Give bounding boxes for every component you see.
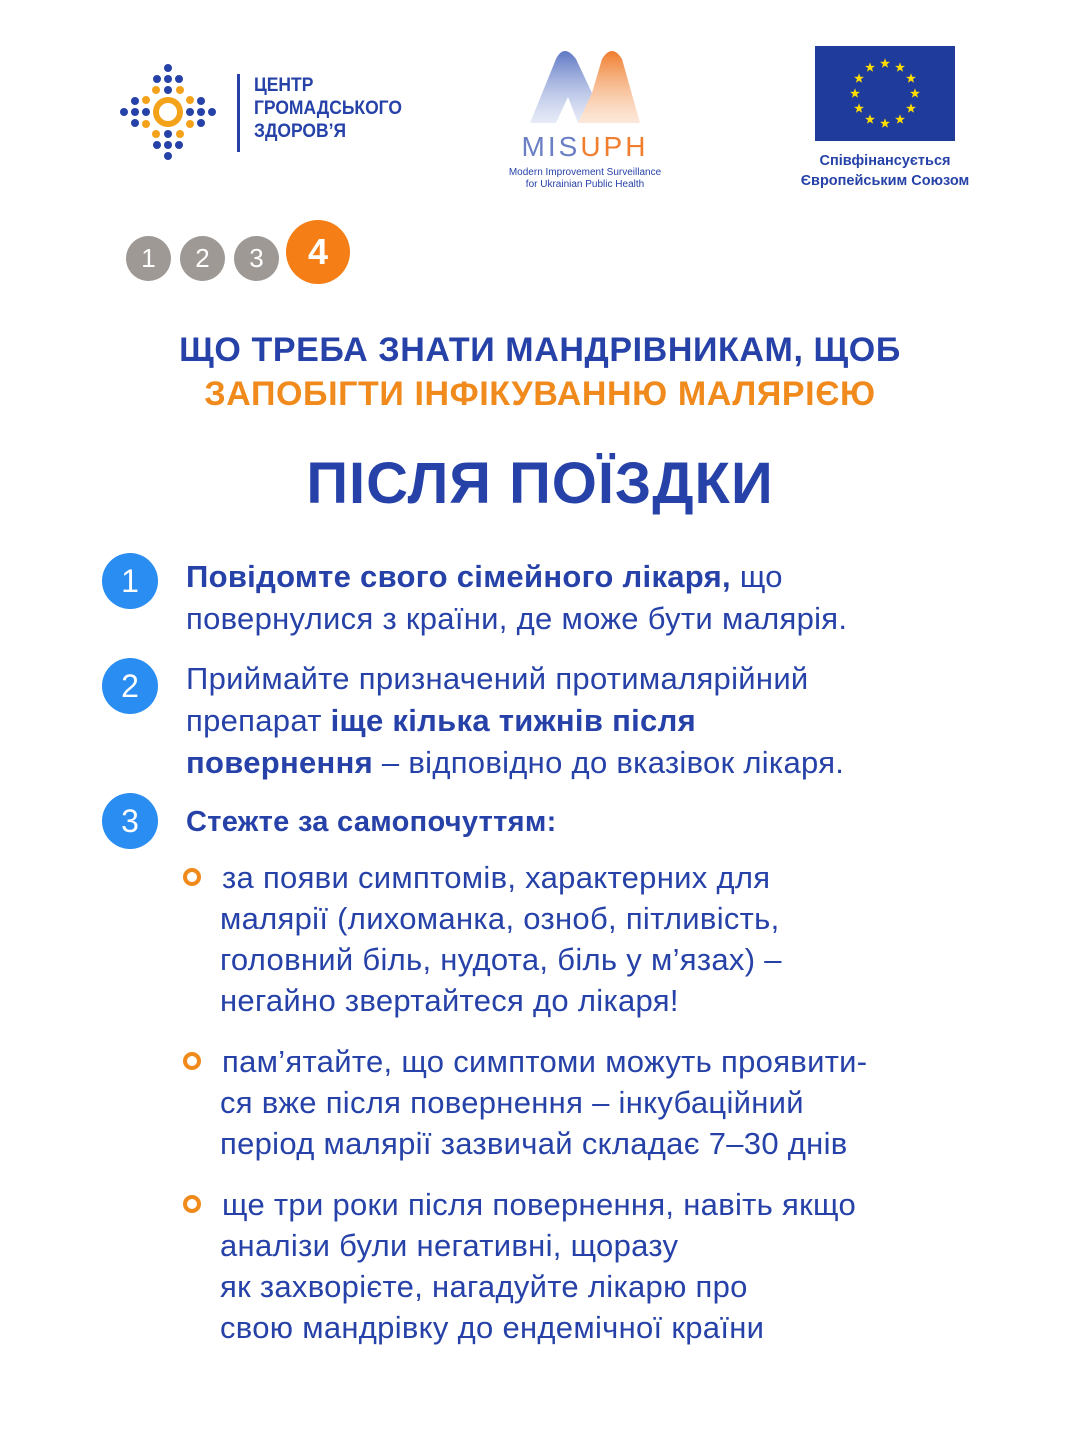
bullet-line: період малярії зазвичай складає 7–30 днів [220, 1126, 848, 1161]
item-text [186, 658, 1016, 784]
bullet-ring-icon [180, 865, 204, 889]
page-title [0, 328, 1080, 416]
item-line [186, 801, 1016, 843]
bullet-line: ся вже після повернення – інкубаційний [220, 1085, 804, 1120]
eu-star-icon [910, 88, 920, 97]
eu-star-icon [854, 73, 864, 82]
step-4-current: 4 [286, 220, 350, 284]
eu-star-icon [865, 114, 875, 123]
phc-divider [237, 74, 240, 152]
bullet-text [220, 1184, 1010, 1348]
item-plain: препарат [186, 703, 331, 738]
item-bold: іще кілька тижнів після [330, 703, 696, 738]
title-line-1: ЩО ТРЕБА ЗНАТИ МАНДРІВНИКАМ, ЩОБ [179, 331, 901, 369]
misuph-tagline-line: Modern Improvement Surveillance [508, 167, 662, 178]
step-1: 1 [126, 236, 171, 281]
bullet-line: свою мандрівку до ендемічної країни [220, 1310, 765, 1345]
step-2: 2 [180, 236, 225, 281]
bullet-line: пам’ятайте, що симптоми можуть проявити- [222, 1044, 868, 1079]
item-line: Приймайте призначений протималярійний [186, 661, 809, 696]
number-badge: 2 [102, 658, 158, 714]
eu-star-icon [880, 58, 890, 67]
bullet-line: малярії (лихоманка, озноб, пітливість, [220, 901, 780, 936]
phc-name [254, 74, 410, 143]
bullet-line: як захворієте, нагадуйте лікарю про [220, 1269, 748, 1304]
eu-star-icon [906, 103, 916, 112]
step-indicator [126, 220, 366, 285]
misuph-logo [495, 45, 675, 195]
phc-name-line: ГРОМАДСЬКОГО [254, 98, 402, 119]
title-line-2: ЗАПОБІГТИ ІНФІКУВАННЮ МАЛЯРІЄЮ [204, 375, 876, 413]
eu-logo [780, 46, 990, 196]
misuph-m-icon [526, 45, 644, 127]
item-plain: що [730, 559, 783, 594]
eu-star-icon [865, 62, 875, 71]
misuph-wordmark [495, 132, 675, 162]
item-plain: – відповідно до вказівок лікаря. [373, 745, 845, 780]
item-text [186, 556, 1016, 640]
eu-star-icon [895, 114, 905, 123]
item-bold: повернення [186, 745, 373, 780]
eu-stars-icon [815, 46, 955, 141]
eu-star-icon [895, 62, 905, 71]
bullet-ring-icon [180, 1192, 204, 1216]
phc-emblem-icon [118, 62, 218, 162]
misuph-tagline [485, 167, 685, 191]
misuph-tagline-line: for Ukrainian Public Health [525, 179, 645, 190]
item-line [186, 556, 1016, 598]
bullet-line: головний біль, нудота, біль у м’язах) – [220, 942, 782, 977]
bullet-line: негайно звертайтеся до лікаря! [220, 983, 679, 1018]
bullet-line: ще три роки після повернення, навіть якщо [222, 1187, 856, 1222]
misuph-wordmark-left: MIS [521, 131, 581, 162]
number-badge: 3 [102, 793, 158, 849]
bullet-text [220, 857, 1010, 1021]
item-text [186, 801, 1016, 843]
item-line [186, 700, 1016, 742]
eu-star-icon [850, 88, 860, 97]
eu-flag [815, 46, 955, 141]
item-bold: Повідомте свого сімейного лікаря, [186, 559, 731, 594]
number-badge: 1 [102, 553, 158, 609]
eu-star-icon [906, 73, 916, 82]
bullet-text [220, 1041, 1010, 1164]
section-heading: ПІСЛЯ ПОЇЗДКИ [306, 451, 774, 516]
eu-caption [780, 151, 990, 191]
misuph-wordmark-right: UPH [580, 131, 649, 162]
eu-caption-line: Європейським Союзом [800, 173, 970, 189]
phc-name-line: ЗДОРОВ’Я [254, 121, 347, 142]
item-bold: Стежте за самопочуттям: [186, 806, 557, 838]
bullet-ring-icon [180, 1049, 204, 1073]
bullet-line: аналізи були негативні, щоразу [220, 1228, 679, 1263]
eu-caption-line: Співфінансується [819, 153, 951, 169]
eu-star-icon [880, 118, 890, 127]
eu-star-icon [854, 103, 864, 112]
item-line: повернулися з країни, де може бути малярія. [186, 601, 848, 636]
item-line [186, 742, 1016, 784]
phc-logo [118, 62, 418, 162]
bullet-line: за появи симптомів, характерних для [222, 860, 771, 895]
step-3: 3 [234, 236, 279, 281]
phc-name-line: ЦЕНТР [254, 75, 314, 96]
